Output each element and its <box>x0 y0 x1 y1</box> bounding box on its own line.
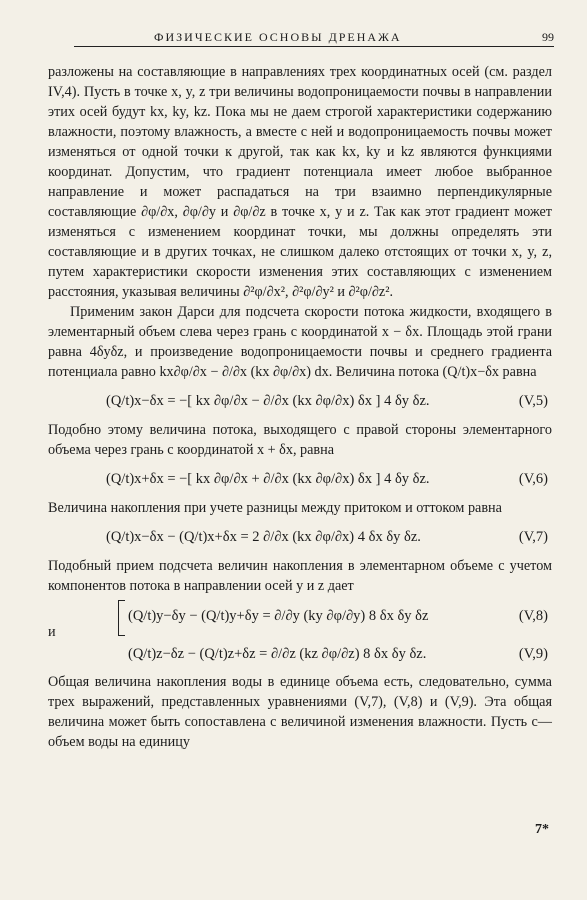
equation-v6 <box>48 460 552 498</box>
equation-v6-label: (V,6) <box>518 471 548 487</box>
equation-v8-body: (Q/t)y−δy − (Q/t)y+δy = ∂/∂y (ky ∂φ/∂y) 8 δx δy δz <box>128 608 429 624</box>
paragraph-4: Величина накопления при учете разницы между притоком и оттоком равна <box>48 500 502 516</box>
system-conjunction: и <box>48 624 56 640</box>
paragraph-1: разложены на составляющие в направлениях трех координатных осей (см. раздел IV,4). Пусть в точке x, y, z три величины водопроницаемости почвы в направлении этих осей будут kx, ky, kz. Пока мы не даем строгой характеристики содержанию влажности, поэтому влажность, а вместе с ней и водопроницаемость почвы может изменяться от одной точки к другой, так как kx, ky и kz являются функциями координат. Допустим, что градиент потенциала имеет любое выбранное направление и может распадаться на три взаимно перпендикулярные составляющие ∂φ/∂x, ∂φ/∂y и ∂φ/∂z в точке x, y и z. Так как этот градиент может изменяться с изменением координат точки, мы должны определять эти составляющие и в других точках, не слишком далеко отстоящих от точки x, y, z, путем характеристики скорости изменения этих составляющих с изменением расстояния, указывая величины ∂²φ/∂x², ∂²φ/∂y² и ∂²φ/∂z². <box>48 64 552 300</box>
running-title: ФИЗИЧЕСКИЕ ОСНОВЫ ДРЕНАЖА <box>154 30 402 44</box>
equation-v9 <box>128 636 548 672</box>
equation-v6-body: (Q/t)x+δx = −[ kx ∂φ/∂x + ∂/∂x (kx ∂φ/∂x) δx ] 4 δy δz. <box>106 471 430 487</box>
paragraph-3: Подобно этому величина потока, выходящего с правой стороны элементарного объема через грань с координатой x + δx, равна <box>48 422 552 458</box>
equation-v8 <box>128 598 548 634</box>
paragraph-2: Применим закон Дарси для подсчета скорости потока жидкости, входящего в элементарный объем слева через грань с координатой x − δx. Площадь этой грани равна 4δyδz, и произведение водопроницаемости почвы и среднего градиента потенциала равно kx∂φ/∂x − ∂/∂x (kx ∂φ/∂x) dx. Величина потока (Q/t)x−δx равна <box>48 304 552 380</box>
equation-system-v8-v9 <box>48 596 552 672</box>
printer-signature: 7* <box>535 822 549 837</box>
equation-v9-label: (V,9) <box>518 646 548 662</box>
equation-v5-label: (V,5) <box>518 393 548 409</box>
equation-v7 <box>48 518 552 556</box>
equation-v9-body: (Q/t)z−δz − (Q/t)z+δz = ∂/∂z (kz ∂φ/∂z) 8 δx δy δz. <box>128 646 427 662</box>
equation-v5 <box>48 382 552 420</box>
page-body <box>48 62 552 752</box>
running-header <box>74 30 554 47</box>
system-bracket <box>118 600 125 636</box>
equation-v8-label: (V,8) <box>518 608 548 624</box>
page-number: 99 <box>542 30 554 44</box>
paragraph-5: Подобный прием подсчета величин накопления в элементарном объеме с учетом компонентов потока в направлении осей y и z дает <box>48 558 552 594</box>
equation-v7-label: (V,7) <box>518 529 548 545</box>
equation-v7-body: (Q/t)x−δx − (Q/t)x+δx = 2 ∂/∂x (kx ∂φ/∂x) 4 δx δy δz. <box>106 529 421 545</box>
paragraph-6: Общая величина накопления воды в единице объема есть, следовательно, сумма трех выражений, представленных уравнениями (V,7), (V,8) и (V,9). Эта общая величина может быть сопоставлена с величиной изменения влажности. Пусть c—объем воды на единицу <box>48 674 552 750</box>
equation-v5-body: (Q/t)x−δx = −[ kx ∂φ/∂x − ∂/∂x (kx ∂φ/∂x) δx ] 4 δy δz. <box>106 393 430 409</box>
